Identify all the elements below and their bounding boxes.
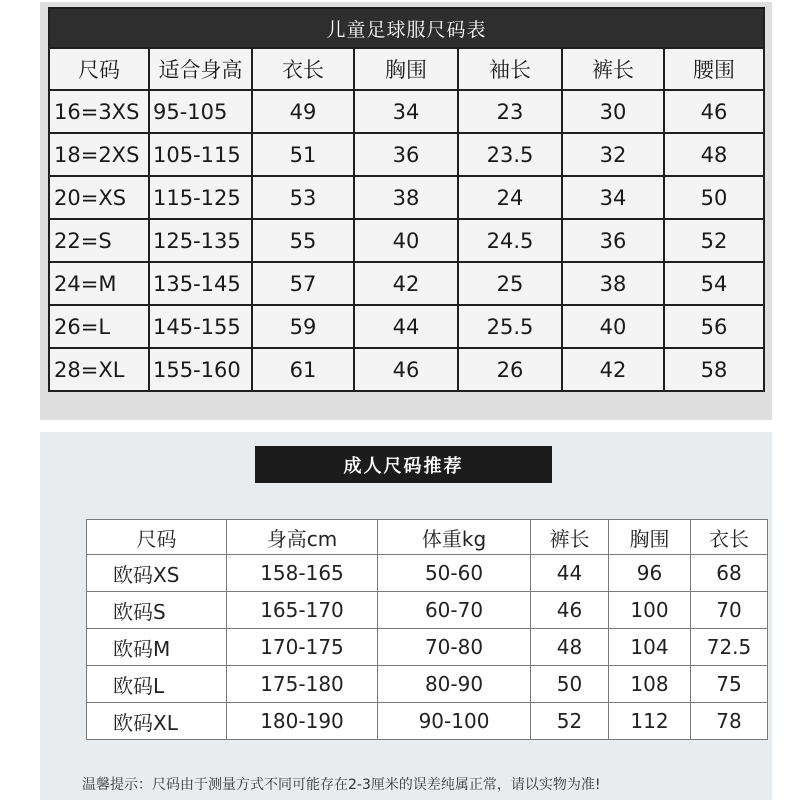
kids-cell-size: 26=L bbox=[49, 305, 149, 348]
table-row bbox=[49, 219, 764, 262]
adult-cell-height: 165-170 bbox=[227, 592, 378, 629]
kids-cell-size: 28=XL bbox=[49, 348, 149, 391]
kids-cell-size: 18=2XS bbox=[49, 133, 149, 176]
kids-cell-chest: 40 bbox=[354, 219, 458, 262]
kids-cell-pants: 42 bbox=[562, 348, 664, 391]
kids-cell-chest: 36 bbox=[354, 133, 458, 176]
kids-cell-chest: 42 bbox=[354, 262, 458, 305]
kids-size-chart-panel bbox=[40, 2, 772, 420]
adult-header-pants: 裤长 bbox=[531, 520, 609, 555]
adult-cell-weight: 50-60 bbox=[378, 555, 531, 592]
adult-cell-height: 170-175 bbox=[227, 629, 378, 666]
kids-cell-length: 59 bbox=[252, 305, 354, 348]
adult-cell-pants: 50 bbox=[531, 666, 609, 703]
table-row bbox=[87, 555, 768, 592]
adult-cell-weight: 70-80 bbox=[378, 629, 531, 666]
table-row bbox=[49, 133, 764, 176]
kids-cell-height: 115-125 bbox=[149, 176, 252, 219]
kids-table-title: 儿童足球服尺码表 bbox=[49, 8, 764, 48]
kids-cell-pants: 38 bbox=[562, 262, 664, 305]
table-row bbox=[49, 305, 764, 348]
kids-cell-sleeve: 23.5 bbox=[458, 133, 562, 176]
kids-cell-waist: 54 bbox=[664, 262, 764, 305]
adult-cell-pants: 52 bbox=[531, 703, 609, 740]
kids-cell-height: 135-145 bbox=[149, 262, 252, 305]
kids-cell-sleeve: 25 bbox=[458, 262, 562, 305]
adult-cell-height: 158-165 bbox=[227, 555, 378, 592]
kids-cell-height: 105-115 bbox=[149, 133, 252, 176]
adult-cell-size: 欧码S bbox=[87, 592, 227, 629]
kids-cell-height: 95-105 bbox=[149, 90, 252, 133]
adult-cell-chest: 112 bbox=[609, 703, 691, 740]
adult-cell-height: 180-190 bbox=[227, 703, 378, 740]
adult-cell-height: 175-180 bbox=[227, 666, 378, 703]
adult-cell-pants: 46 bbox=[531, 592, 609, 629]
size-footnote: 温馨提示：尺码由于测量方式不同可能存在2-3厘米的误差纯属正常，请以实物为准! bbox=[82, 777, 601, 793]
adult-header-height: 身高cm bbox=[227, 520, 378, 555]
adult-cell-chest: 100 bbox=[609, 592, 691, 629]
kids-header-length: 衣长 bbox=[252, 48, 354, 90]
kids-cell-waist: 56 bbox=[664, 305, 764, 348]
adult-cell-length: 72.5 bbox=[691, 629, 768, 666]
adult-table-header-row bbox=[87, 520, 768, 555]
adult-cell-size: 欧码XL bbox=[87, 703, 227, 740]
table-row bbox=[49, 348, 764, 391]
kids-cell-waist: 50 bbox=[664, 176, 764, 219]
kids-cell-sleeve: 24 bbox=[458, 176, 562, 219]
kids-cell-pants: 34 bbox=[562, 176, 664, 219]
kids-cell-chest: 46 bbox=[354, 348, 458, 391]
kids-cell-length: 51 bbox=[252, 133, 354, 176]
kids-cell-chest: 44 bbox=[354, 305, 458, 348]
kids-cell-pants: 32 bbox=[562, 133, 664, 176]
kids-size-table bbox=[48, 7, 765, 392]
adult-size-table bbox=[86, 519, 768, 740]
kids-cell-waist: 58 bbox=[664, 348, 764, 391]
kids-cell-chest: 34 bbox=[354, 90, 458, 133]
table-row bbox=[49, 90, 764, 133]
kids-cell-sleeve: 25.5 bbox=[458, 305, 562, 348]
adult-cell-length: 68 bbox=[691, 555, 768, 592]
table-row bbox=[87, 592, 768, 629]
adult-cell-pants: 48 bbox=[531, 629, 609, 666]
kids-cell-size: 24=M bbox=[49, 262, 149, 305]
adult-size-chart-panel bbox=[40, 432, 772, 800]
table-row bbox=[87, 703, 768, 740]
kids-header-sleeve: 袖长 bbox=[458, 48, 562, 90]
adult-cell-size: 欧码XS bbox=[87, 555, 227, 592]
kids-cell-height: 125-135 bbox=[149, 219, 252, 262]
kids-cell-sleeve: 26 bbox=[458, 348, 562, 391]
adult-cell-pants: 44 bbox=[531, 555, 609, 592]
adult-cell-length: 75 bbox=[691, 666, 768, 703]
kids-cell-height: 145-155 bbox=[149, 305, 252, 348]
kids-cell-sleeve: 23 bbox=[458, 90, 562, 133]
kids-cell-height: 155-160 bbox=[149, 348, 252, 391]
kids-cell-pants: 40 bbox=[562, 305, 664, 348]
kids-cell-pants: 30 bbox=[562, 90, 664, 133]
kids-cell-length: 55 bbox=[252, 219, 354, 262]
kids-header-chest: 胸围 bbox=[354, 48, 458, 90]
table-row bbox=[87, 629, 768, 666]
kids-header-pants: 裤长 bbox=[562, 48, 664, 90]
adult-cell-weight: 60-70 bbox=[378, 592, 531, 629]
adult-cell-length: 70 bbox=[691, 592, 768, 629]
kids-header-waist: 腰围 bbox=[664, 48, 764, 90]
adult-cell-size: 欧码M bbox=[87, 629, 227, 666]
adult-header-chest: 胸围 bbox=[609, 520, 691, 555]
kids-cell-waist: 48 bbox=[664, 133, 764, 176]
kids-cell-size: 16=3XS bbox=[49, 90, 149, 133]
table-row bbox=[87, 666, 768, 703]
kids-cell-length: 61 bbox=[252, 348, 354, 391]
adult-cell-weight: 90-100 bbox=[378, 703, 531, 740]
kids-header-height: 适合身高 bbox=[149, 48, 252, 90]
adult-cell-size: 欧码L bbox=[87, 666, 227, 703]
kids-cell-length: 49 bbox=[252, 90, 354, 133]
adult-header-size: 尺码 bbox=[87, 520, 227, 555]
kids-cell-size: 20=XS bbox=[49, 176, 149, 219]
kids-cell-size: 22=S bbox=[49, 219, 149, 262]
adult-cell-chest: 96 bbox=[609, 555, 691, 592]
adult-header-length: 衣长 bbox=[691, 520, 768, 555]
kids-table-header-row bbox=[49, 48, 764, 90]
kids-cell-waist: 52 bbox=[664, 219, 764, 262]
table-row bbox=[49, 176, 764, 219]
adult-cell-chest: 108 bbox=[609, 666, 691, 703]
kids-header-size: 尺码 bbox=[49, 48, 149, 90]
adult-header-weight: 体重kg bbox=[378, 520, 531, 555]
adult-cell-weight: 80-90 bbox=[378, 666, 531, 703]
kids-cell-chest: 38 bbox=[354, 176, 458, 219]
adult-table-title: 成人尺码推荐 bbox=[255, 446, 552, 483]
adult-cell-chest: 104 bbox=[609, 629, 691, 666]
kids-cell-sleeve: 24.5 bbox=[458, 219, 562, 262]
table-row bbox=[49, 262, 764, 305]
adult-cell-length: 78 bbox=[691, 703, 768, 740]
kids-cell-length: 53 bbox=[252, 176, 354, 219]
kids-cell-waist: 46 bbox=[664, 90, 764, 133]
kids-cell-pants: 36 bbox=[562, 219, 664, 262]
kids-cell-length: 57 bbox=[252, 262, 354, 305]
